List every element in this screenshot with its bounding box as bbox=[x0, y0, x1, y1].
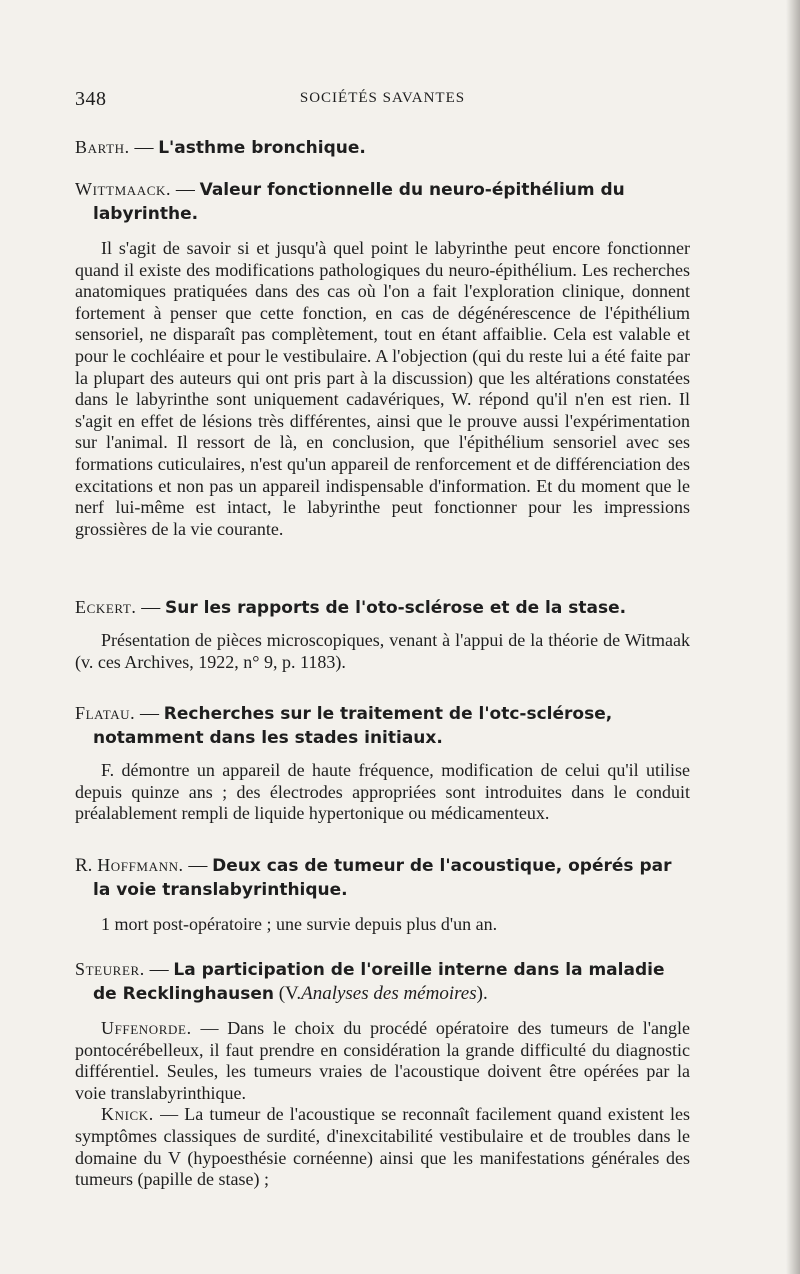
dash: — bbox=[141, 597, 161, 618]
author-name: Steurer. bbox=[75, 959, 145, 979]
entry-text: Il s'agit de savoir si et jusqu'à quel point le labyrinthe peut encore fonctionner quand il existe des modifications pathologiques du neuro-épithélium. Les recherches anatomiques pratiquées dans des cas où l'on a fait l'exploration clinique, donnent fortement à penser que cette fonction, en cas de dégénérescence de l'épithélium sensoriel, ne disparaît pas complètement, tout en étant affaiblie. Cela est valable et pour le cochléaire et pour le vestibulaire. A l'objection (qui du reste lui a été faite par la plupart des auteurs qui ont pris part à la discussion) que les altérations constatées dans le labyrinthe sont uniquement cadavériques, W. répond qu'il n'en est rien. Il s'agit en effet de lésions très différentes, ainsi que le prouve aussi l'expérimentation sur l'animal. Il ressort de là, en conclusion, que l'épithélium sensoriel avec ses formations cuticulaires, n'est qu'un appareil de renforcement et de différenciation des excitations et non pas un appareil indispensable d'information. Et du moment que le nerf lui-même est intact, le labyrinthe peut fonctionner pour les impressions grossières de la vie courante. bbox=[75, 238, 690, 539]
running-head: SOCIÉTÉS SAVANTES bbox=[299, 90, 466, 106]
dash: — bbox=[188, 855, 208, 876]
reference-prefix: (V. bbox=[278, 983, 302, 1004]
entry-text: 1 mort post-opératoire ; une survie depuis plus d'un an. bbox=[101, 914, 498, 934]
discussant-name: Uffenorde. bbox=[101, 1018, 192, 1038]
dash: — bbox=[140, 703, 160, 724]
entry-text: F. démontre un appareil de haute fréquence, modification de celui qu'il utilise depuis quinze ans ; des électrodes appropriées sont introduites dans le conduit préalablement rempli de liquide hypertonique ou médicamenteux. bbox=[75, 760, 690, 824]
entry-title: Sur les rapports de l'oto-sclérose et de la stase. bbox=[165, 598, 627, 618]
entry-title: Recherches sur le traitement de l'otc-sclérose, notamment dans les stades initiaux. bbox=[93, 704, 613, 748]
entry-flatau bbox=[75, 702, 690, 825]
discussion-paragraph bbox=[75, 1018, 690, 1104]
entry-heading bbox=[75, 136, 690, 160]
author-name: Flatau. bbox=[75, 703, 136, 723]
entry-steurer bbox=[75, 958, 690, 1191]
entry-title: L'asthme bronchique. bbox=[158, 138, 366, 158]
page-edge-shadow bbox=[786, 0, 800, 1274]
entry-heading bbox=[75, 854, 690, 902]
entry-hoffmann bbox=[75, 854, 690, 936]
page-header bbox=[75, 88, 690, 112]
dash: — bbox=[149, 959, 169, 980]
entry-wittmaack bbox=[75, 178, 690, 540]
author-name: Eckert. bbox=[75, 597, 137, 617]
entry-heading bbox=[75, 702, 690, 750]
entry-title: La participation de l'oreille interne dans la maladie de Recklinghausen bbox=[93, 960, 665, 1004]
entry-text: Présentation de pièces microscopiques, venant à l'appui de la théorie de Witmaak (v. ces Archives, 1922, n° 9, p. 1183). bbox=[75, 630, 690, 672]
discussion-paragraph bbox=[75, 1104, 690, 1190]
entry-title: Deux cas de tumeur de l'acoustique, opérés par la voie translabyrinthique. bbox=[93, 856, 672, 900]
dash: — bbox=[200, 1018, 219, 1038]
entry-heading bbox=[75, 596, 690, 620]
dash: — bbox=[175, 179, 195, 200]
dash: — bbox=[134, 137, 154, 158]
entry-heading bbox=[75, 958, 690, 1006]
reference-italic: Analyses des mémoires bbox=[301, 983, 477, 1004]
entry-eckert bbox=[75, 596, 690, 673]
entry-barth bbox=[75, 136, 690, 160]
author-name: Wittmaack. bbox=[75, 179, 172, 199]
author-name: Barth. bbox=[75, 137, 130, 157]
entry-title: Valeur fonctionnelle du neuro-épithélium du labyrinthe. bbox=[93, 180, 625, 224]
dash: — bbox=[160, 1104, 179, 1125]
discussion-text: La tumeur de l'acoustique se reconnaît facilement quand existent les symptômes classiques de surdité, d'inexcitabilité vestibulaire et de troubles dans le domaine du V (hypoesthésie cornéenne) ainsi que les manifestations générales des tumeurs (papille de stase) ; bbox=[75, 1104, 691, 1190]
entry-heading bbox=[75, 178, 690, 226]
author-name: Hoffmann. bbox=[97, 855, 184, 875]
discussant-name: Knick. bbox=[101, 1104, 154, 1125]
reference-end: ). bbox=[476, 983, 488, 1004]
discussion-text: Dans le choix du procédé opératoire des tumeurs de l'angle pontocérébelleux, il faut prendre en considération la grande difficulté du diagnostic différentiel. Seules, les tumeurs vraies de l'acoustique doivent être opérées par la voie translabyrinthique. bbox=[75, 1018, 691, 1103]
page-number: 348 bbox=[75, 88, 107, 110]
author-initial: R. bbox=[75, 855, 93, 876]
